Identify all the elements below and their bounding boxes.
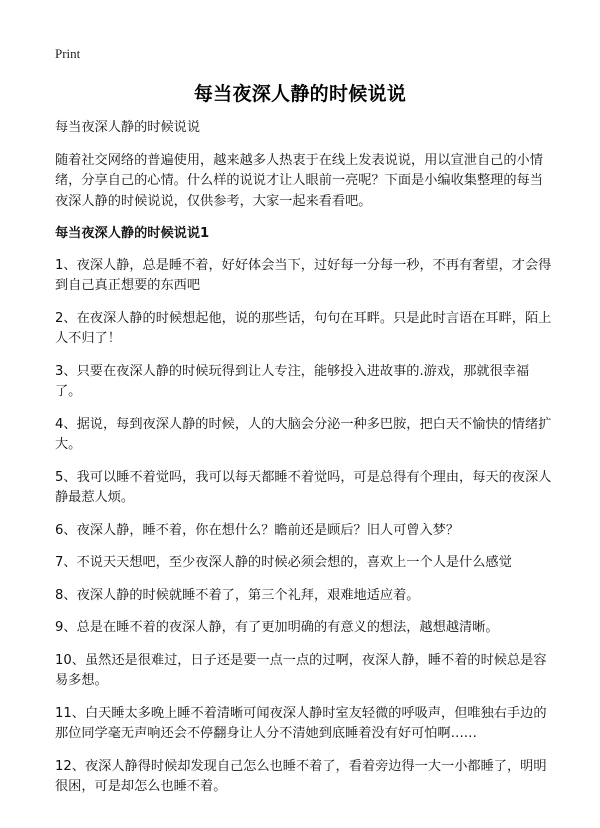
list-item: 3、只要在夜深人静的时候玩得到让人专注，能够投入进故事的.游戏，那就很幸福了。	[55, 363, 530, 399]
list-item: 11、白天睡太多晚上睡不着清晰可闻夜深人静时室友轻微的呼吸声，但唯独右手边的那位同学毫无声响还会不停翻身让人分不清她到底睡着没有好可怕啊……	[55, 705, 547, 741]
list-item: 5、我可以睡不着觉吗，我可以每天都睡不着觉吗，可是总得有个理由，每天的夜深人静最惹人烦。	[55, 469, 552, 505]
list-item: 12、夜深人静得时候却发现自己怎么也睡不着了，看着旁边得一大一小都睡了，明明很困，可是却怎么也睡不着。	[55, 758, 547, 794]
print-link[interactable]: Print	[55, 46, 81, 61]
list-item: 4、据说，每到夜深人静的时候，人的大脑会分泌一种多巴胺，把白天不愉快的情绪扩大。	[55, 416, 552, 452]
list-item: 2、在夜深人静的时候想起他，说的那些话，句句在耳畔。只是此时言语在耳畔，陌上人不归了！	[55, 310, 552, 346]
list-item: 10、虽然还是很难过，日子还是要一点一点的过啊，夜深人静，睡不着的时候总是容易多想。	[55, 652, 547, 688]
list-item: 8、夜深人静的时候就睡不着了，第三个礼拜，艰难地适应着。	[55, 587, 420, 603]
list-item: 7、不说天天想吧，至少夜深人静的时候必须会想的，喜欢上一个人是什么感觉	[55, 555, 512, 570]
article-subtitle: 每当夜深人静的时候说说	[55, 120, 201, 135]
list-item: 6、夜深人静，睡不着，你在想什么？瞻前还是顾后？旧人可曾入梦？	[55, 522, 460, 538]
intro-paragraph: 随着社交网络的普遍使用，越来越多人热衷于在线上发表说说，用以宣泄自己的小情绪，分享自己的心情。什么样的说说才让人眼前一亮呢？下面是小编收集整理的每当夜深人静的时候说说，仅供参考，大家一起来看看吧。	[55, 152, 543, 209]
article-body	[55, 118, 555, 810]
page-title: 每当夜深人静的时候说说	[193, 83, 407, 105]
list-item: 1、夜深人静，总是睡不着，好好体会当下，过好每一分每一秒，不再有奢望，才会得到自己真正想要的东西吧	[55, 257, 552, 293]
section-heading: 每当夜深人静的时候说说1	[55, 226, 210, 241]
list-item: 9、总是在睡不着的夜深人静，有了更加明确的有意义的想法，越想越清晰。	[55, 620, 499, 635]
